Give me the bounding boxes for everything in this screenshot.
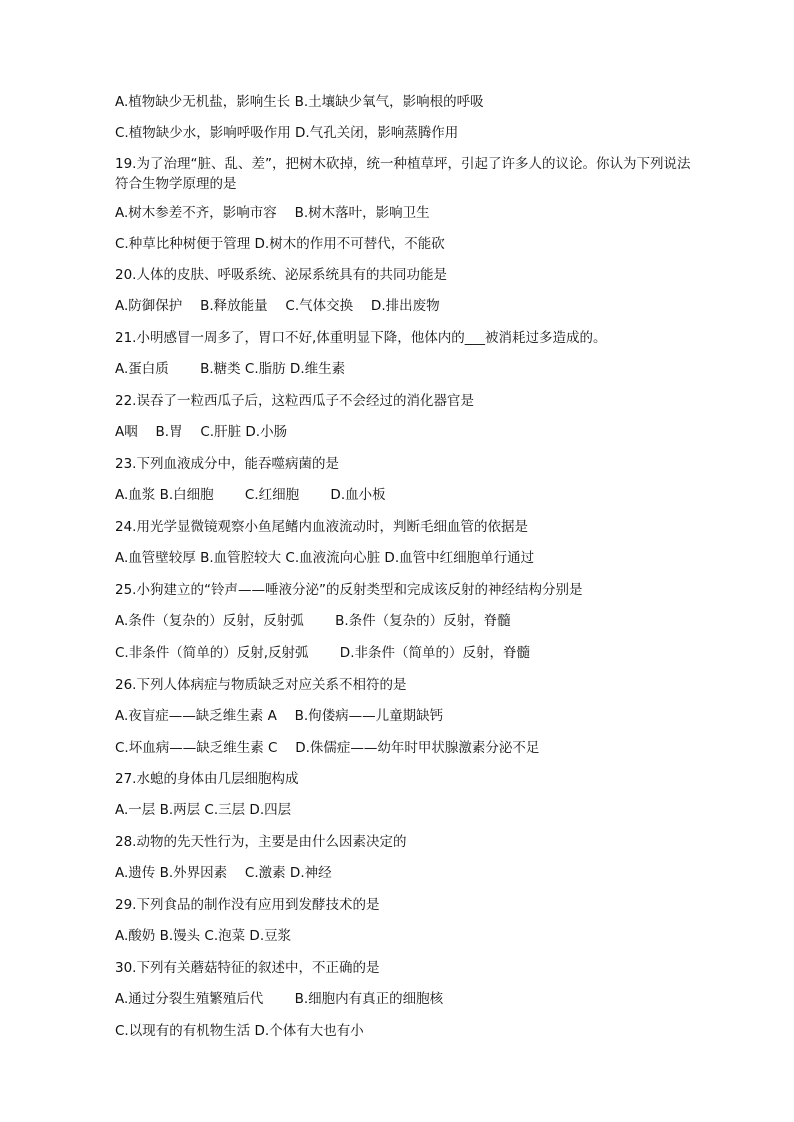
- text-line: A.血浆 B.白细胞 C.红细胞 D.血小板: [115, 487, 386, 503]
- text-line: A.血管壁较厚 B.血管腔较大 C.血液流向心脏 D.血管中红细胞单行通过: [115, 550, 535, 566]
- question-24: 24.用光学显微镜观察小鱼尾鳍内血液流动时，判断毛细血管的依据是: [115, 519, 528, 535]
- text-line: C.以现有的有机物生活 D.个体有大也有小: [115, 1023, 364, 1039]
- text-line: C.种草比种树便于管理 D.树木的作用不可替代，不能砍: [115, 236, 445, 252]
- text-line: A.通过分裂生殖繁殖后代 B.细胞内有真正的细胞核: [115, 991, 444, 1007]
- question-25: 25.小狗建立的“铃声——唾液分泌”的反射类型和完成该反射的神经结构分别是: [115, 582, 583, 598]
- question-20: 20.人体的皮肤、呼吸系统、泌尿系统具有的共同功能是: [115, 267, 447, 283]
- text-line: A.条件（复杂的）反射，反射弧 B.条件（复杂的）反射，脊髓: [115, 613, 511, 629]
- question-23: 23.下列血液成分中，能吞噬病菌的是: [115, 456, 339, 472]
- text-line: A.树木参差不齐，影响市容 B.树木落叶，影响卫生: [115, 205, 430, 221]
- text-line: A.防御保护 B.释放能量 C.气体交换 D.排出废物: [115, 298, 440, 314]
- text-line: A.植物缺少无机盐，影响生长 B.土壤缺少氧气，影响根的呼吸: [115, 94, 484, 110]
- question-29: 29.下列食品的制作没有应用到发酵技术的是: [115, 897, 380, 913]
- text-line: A.蛋白质 B.糖类 C.脂肪 D.维生素: [115, 361, 346, 377]
- question-19: 19.为了治理“脏、乱、差”，把树木砍掉，统一种植草坪，引起了许多人的议论。你认为下列说法 符合生物学原理的是: [115, 156, 691, 192]
- question-27: 27.水螅的身体由几层细胞构成: [115, 771, 299, 787]
- question-28: 28.动物的先天性行为，主要是由什么因素决定的: [115, 834, 407, 850]
- question-26: 26.下列人体病症与物质缺乏对应关系不相符的是: [115, 677, 407, 693]
- text-line: C.坏血病——缺乏维生素 C D.侏儒症——幼年时甲状腺激素分泌不足: [115, 740, 540, 756]
- question-21: 21.小明感冒一周多了，胃口不好,体重明显下降，他体内的___被消耗过多造成的。: [115, 330, 607, 346]
- text-line: A.遗传 B.外界因素 C.激素 D.神经: [115, 865, 332, 881]
- text-line: A.酸奶 B.馒头 C.泡菜 D.豆浆: [115, 928, 292, 944]
- text-line: A.一层 B.两层 C.三层 D.四层: [115, 802, 292, 818]
- text-line: C.植物缺少水，影响呼吸作用 D.气孔关闭，影响蒸腾作用: [115, 125, 459, 141]
- question-22: 22.误吞了一粒西瓜子后，这粒西瓜子不会经过的消化器官是: [115, 393, 474, 409]
- question-30: 30.下列有关蘑菇特征的叙述中，不正确的是: [115, 960, 380, 976]
- text-line: A.夜盲症——缺乏维生素 A B.佝偻病——儿童期缺钙: [115, 708, 444, 724]
- text-line: C.非条件（简单的）反射,反射弧 D.非条件（简单的）反射，脊髓: [115, 645, 530, 661]
- text-line: A咽 B.胃 C.肝脏 D.小肠: [115, 424, 288, 440]
